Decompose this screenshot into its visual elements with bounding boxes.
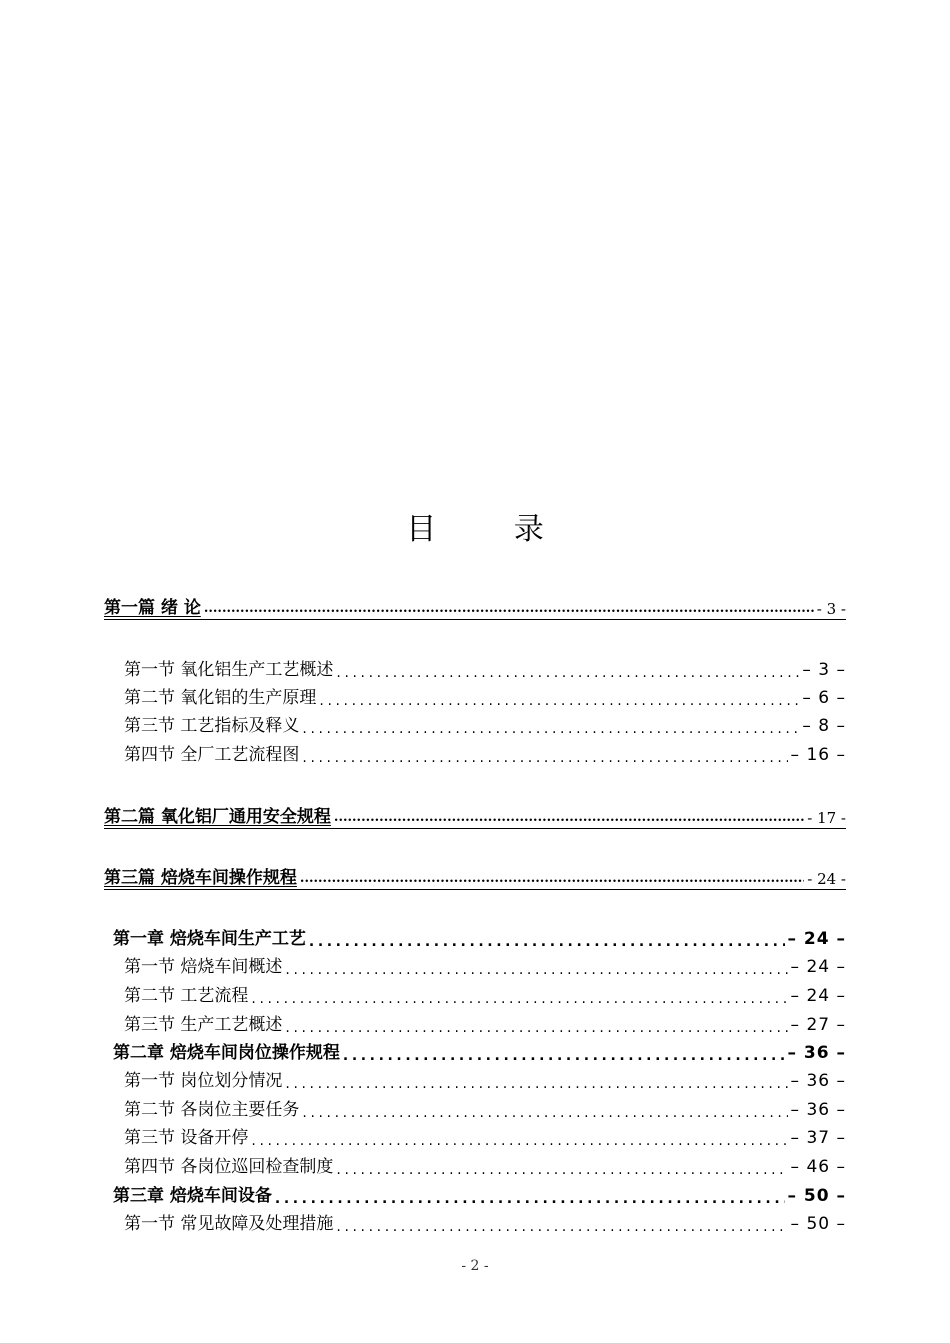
toc-section[interactable] (124, 1094, 846, 1120)
toc-leader (302, 722, 799, 736)
toc-leader (336, 1220, 787, 1234)
toc-leader (285, 1077, 787, 1091)
toc-leader (309, 935, 785, 949)
toc-leader (336, 666, 799, 680)
toc-page-number: - 3 - (816, 600, 846, 618)
toc-section-label: 第四节 各岗位巡回检查制度 (124, 1157, 334, 1177)
toc-chapter[interactable] (113, 1037, 846, 1063)
toc-leader (300, 872, 804, 885)
toc-page-number: – 46 – (790, 1157, 846, 1177)
toc-leader (285, 963, 787, 977)
toc-page-number: – 37 – (790, 1128, 846, 1148)
toc-page-number: – 36 – (790, 1071, 846, 1091)
toc-section-label: 第二节 工艺流程 (124, 986, 249, 1006)
toc-leader (204, 602, 814, 615)
toc-page-number: – 24 – (787, 929, 846, 949)
toc-part-2[interactable] (104, 801, 846, 829)
toc-page-number: – 3 – (802, 660, 846, 680)
toc-section[interactable] (124, 739, 846, 765)
toc-section[interactable] (124, 654, 846, 680)
toc-title: 目 录 (406, 512, 578, 547)
toc-part-label: 第三篇 焙烧车间操作规程 (104, 868, 297, 888)
toc-section[interactable] (124, 1122, 846, 1148)
toc-section-label: 第一节 氧化铝生产工艺概述 (124, 660, 334, 680)
toc-part-1[interactable] (104, 592, 846, 620)
toc-leader (251, 992, 787, 1006)
toc-leader (251, 1134, 787, 1148)
toc-section[interactable] (124, 682, 846, 708)
toc-section-label: 第二节 各岗位主要任务 (124, 1100, 300, 1120)
toc-section-label: 第一节 焙烧车间概述 (124, 957, 283, 977)
toc-chapter[interactable] (113, 923, 846, 949)
toc-section[interactable] (124, 1151, 846, 1177)
toc-section-label: 第二节 氧化铝的生产原理 (124, 688, 317, 708)
toc-section-label: 第三节 设备开停 (124, 1128, 249, 1148)
toc-page-number: – 27 – (790, 1015, 846, 1035)
toc-leader (343, 1049, 785, 1063)
toc-chapter-label: 第三章 焙烧车间设备 (113, 1186, 272, 1206)
toc-leader (285, 1021, 787, 1035)
toc-part-label: 第一篇 绪 论 (104, 598, 201, 618)
toc-leader (302, 751, 787, 765)
toc-leader (336, 1163, 787, 1177)
toc-chapter-label: 第一章 焙烧车间生产工艺 (113, 929, 306, 949)
toc-section-label: 第四节 全厂工艺流程图 (124, 745, 300, 765)
toc-page-number: – 36 – (787, 1043, 846, 1063)
toc-section[interactable] (124, 980, 846, 1006)
toc-page-number: - 24 - (807, 870, 846, 888)
toc-page-number: – 16 – (790, 745, 846, 765)
toc-page-number: – 50 – (787, 1186, 846, 1206)
toc-leader (302, 1106, 787, 1120)
toc-leader (275, 1192, 785, 1206)
toc-page-number: – 6 – (802, 688, 846, 708)
toc-chapter[interactable] (113, 1180, 846, 1206)
toc-section[interactable] (124, 1208, 846, 1234)
toc-section-label: 第三节 生产工艺概述 (124, 1015, 283, 1035)
toc-page-number: – 24 – (790, 986, 846, 1006)
toc-chapter-label: 第二章 焙烧车间岗位操作规程 (113, 1043, 340, 1063)
toc-section-label: 第三节 工艺指标及释义 (124, 716, 300, 736)
toc-section[interactable] (124, 710, 846, 736)
toc-section-label: 第一节 常见故障及处理措施 (124, 1214, 334, 1234)
toc-section-label: 第一节 岗位划分情况 (124, 1071, 283, 1091)
toc-section[interactable] (124, 951, 846, 977)
toc-section[interactable] (124, 1065, 846, 1091)
page-footer-number: - 2 - (461, 1258, 489, 1274)
toc-page-number: – 50 – (790, 1214, 846, 1234)
toc-leader (334, 811, 804, 824)
toc-section[interactable] (124, 1009, 846, 1035)
toc-page-number: – 24 – (790, 957, 846, 977)
toc-leader (319, 694, 799, 708)
toc-page-number: – 36 – (790, 1100, 846, 1120)
toc-part-3[interactable] (104, 862, 846, 890)
toc-part-label: 第二篇 氧化铝厂通用安全规程 (104, 807, 331, 827)
toc-page-number: – 8 – (802, 716, 846, 736)
toc-page-number: - 17 - (807, 809, 846, 827)
